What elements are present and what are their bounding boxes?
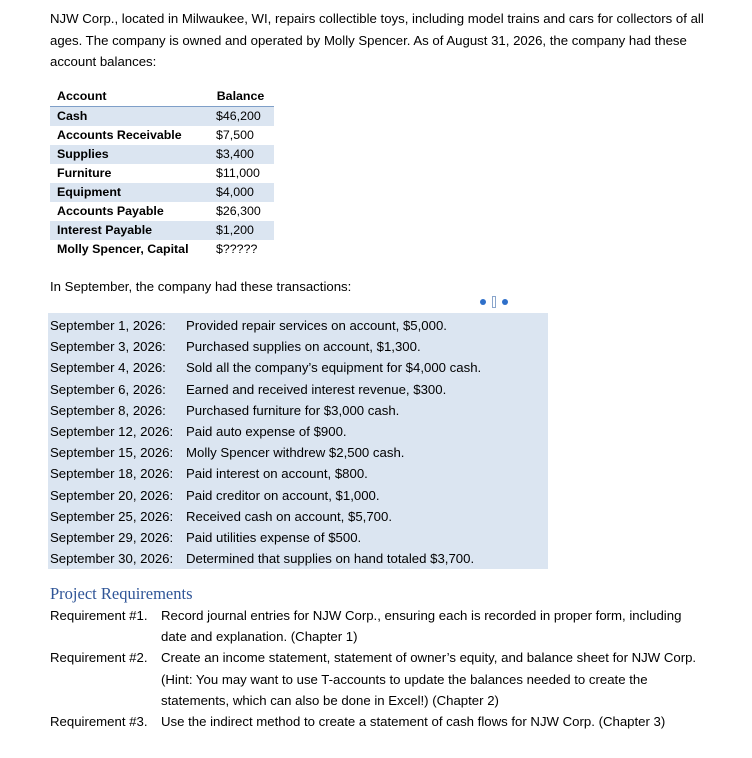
requirement-text: Create an income statement, statement of owner’s equity, and balance sheet for NJW Corp. (Hint: You may want to use T-accounts to update the balances needed to create the statements, which can also be done in Excel!) (Chapter 2) [161, 650, 697, 708]
transactions-box [48, 313, 548, 569]
table-row [50, 107, 274, 127]
intro-paragraph: NJW Corp., located in Milwaukee, WI, repairs collectible toys, including model trains and cars for collectors of all ages. The company is owned and operated by Molly Spencer. As of August 31, 2026, the company had these account balances: [50, 11, 704, 69]
transaction-date: September 8, 2026: [50, 402, 166, 418]
requirements-heading: Project Requirements [50, 584, 193, 603]
account-column-header: Account [50, 87, 207, 107]
transaction-text: Determined that supplies on hand totaled $3,700. [186, 551, 475, 567]
transaction-text: Paid interest on account, $800. [186, 466, 368, 482]
account-balance: $7,500 [216, 128, 254, 142]
account-name: Molly Spencer, Capital [57, 242, 189, 256]
account-balance: $3,400 [207, 145, 274, 164]
requirement-text: Record journal entries for NJW Corp., ensuring each is recorded in proper form, including date and explanation. (Chapter 1) [161, 608, 682, 645]
handle-bar-icon[interactable] [492, 296, 496, 308]
transaction-text: Received cash on account, $5,700. [186, 508, 393, 524]
list-item [50, 400, 548, 421]
account-balance: $11,000 [216, 166, 260, 180]
account-balance: $????? [216, 242, 258, 256]
transaction-text: Paid auto expense of $900. [186, 423, 347, 439]
transaction-date: September 18, 2026: [50, 466, 174, 482]
list-item [50, 647, 710, 711]
account-name: Supplies [50, 145, 207, 164]
list-item [50, 485, 548, 506]
account-name: Accounts Payable [57, 204, 164, 218]
transaction-text: Paid creditor on account, $1,000. [186, 487, 380, 503]
object-resize-handle-icon[interactable] [478, 296, 510, 308]
list-item [50, 463, 548, 484]
account-balance: $26,300 [216, 204, 261, 218]
transaction-date: September 1, 2026: [50, 318, 166, 333]
requirement-text: Use the indirect method to create a statement of cash flows for NJW Corp. (Chapter 3) [161, 714, 666, 730]
account-balance: $4,000 [207, 183, 274, 202]
table-row [50, 164, 274, 183]
list-item [50, 421, 548, 442]
list-item [50, 315, 548, 336]
account-name: Interest Payable [50, 221, 207, 240]
list-item [50, 442, 548, 463]
transaction-date: September 4, 2026: [50, 360, 166, 376]
list-item [50, 548, 548, 569]
table-row [50, 240, 274, 259]
list-item [50, 357, 548, 378]
transaction-text: Purchased supplies on account, $1,300. [186, 339, 421, 355]
transaction-text: Molly Spencer withdrew $2,500 cash. [186, 445, 405, 461]
table-row [50, 221, 274, 240]
transaction-date: September 15, 2026: [50, 445, 174, 461]
account-name: Equipment [50, 183, 207, 202]
table-row [50, 126, 274, 145]
transaction-date: September 29, 2026: [50, 529, 174, 545]
account-name: Furniture [57, 166, 112, 180]
requirement-label: Requirement #1. [50, 608, 148, 623]
transaction-date: September 3, 2026: [50, 339, 166, 355]
handle-dot-left-icon[interactable] [480, 299, 486, 305]
requirement-label: Requirement #2. [50, 650, 148, 666]
list-item [50, 605, 710, 647]
table-row [50, 145, 274, 164]
requirement-label: Requirement #3. [50, 714, 148, 730]
list-item [50, 379, 548, 400]
table-header-row [50, 87, 274, 107]
requirements-list [50, 605, 710, 732]
transaction-date: September 30, 2026: [50, 551, 174, 567]
transactions-intro: In September, the company had these transactions: [50, 279, 352, 294]
balance-column-header: Balance [207, 87, 274, 107]
transaction-date: September 25, 2026: [50, 508, 174, 524]
transactions-list [48, 313, 548, 569]
transaction-text: Provided repair services on account, $5,000. [186, 318, 447, 333]
transaction-date: September 12, 2026: [50, 423, 174, 439]
account-name: Cash [50, 107, 207, 127]
transaction-text: Paid utilities expense of $500. [186, 529, 362, 545]
list-item [50, 336, 548, 357]
account-name: Accounts Receivable [57, 128, 182, 142]
list-item [50, 506, 548, 527]
list-item [50, 527, 548, 548]
transaction-text: Sold all the company’s equipment for $4,000 cash. [186, 360, 482, 376]
transaction-date: September 20, 2026: [50, 487, 174, 503]
transaction-date: September 6, 2026: [50, 381, 166, 397]
handle-dot-right-icon[interactable] [502, 299, 508, 305]
table-row [50, 183, 274, 202]
account-balance: $46,200 [207, 107, 274, 127]
transaction-text: Purchased furniture for $3,000 cash. [186, 402, 400, 418]
account-balances-table [50, 87, 274, 259]
account-balance: $1,200 [207, 221, 274, 240]
list-item [50, 711, 710, 732]
table-row [50, 202, 274, 221]
transaction-text: Earned and received interest revenue, $300. [186, 381, 447, 397]
